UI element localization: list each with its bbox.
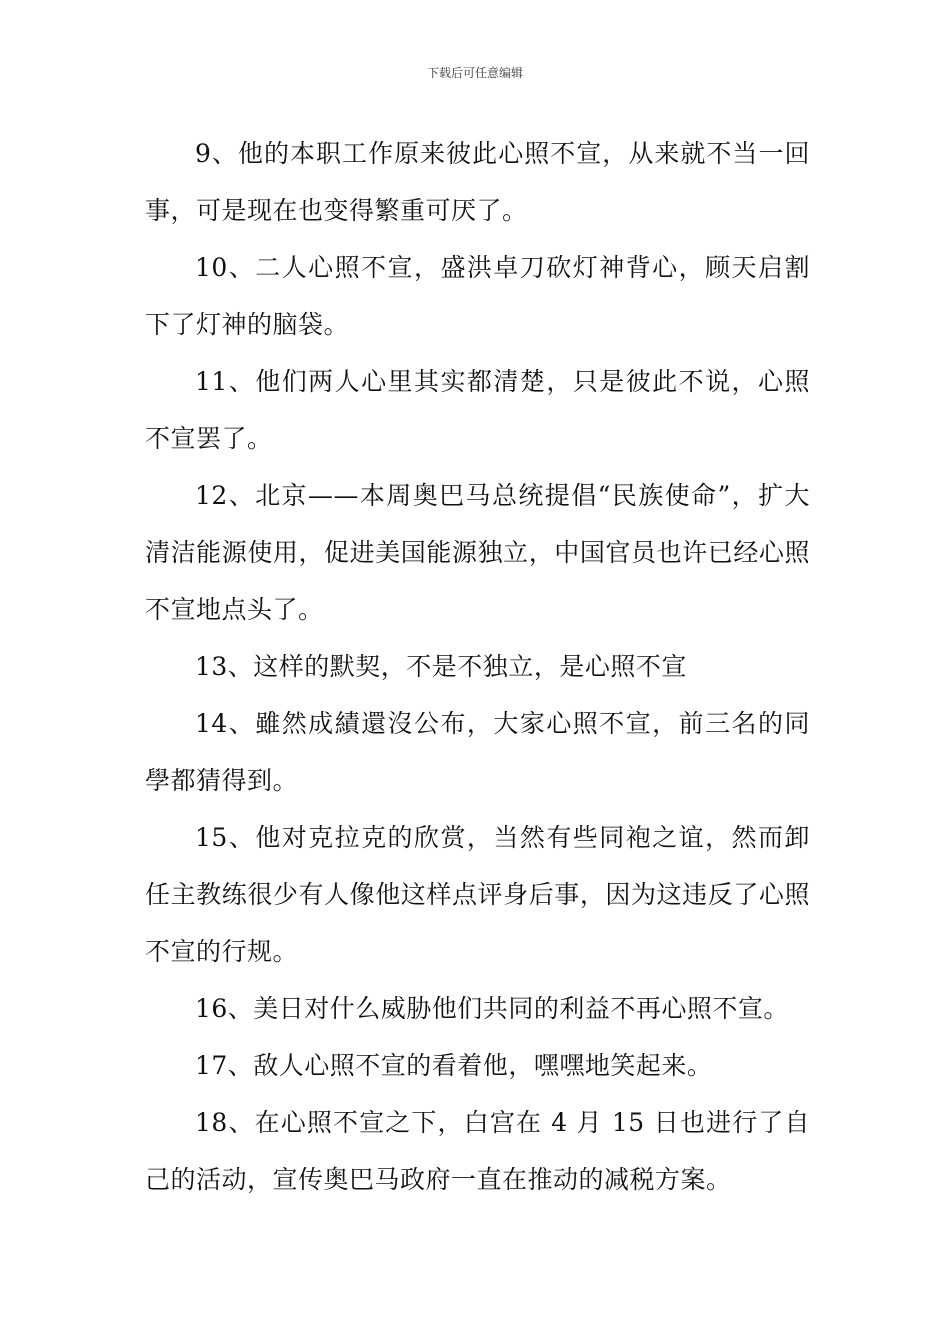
paragraph-10: 10、二人心照不宣，盛洪卓刀砍灯神背心，顾天启割下了灯神的脑袋。	[145, 253, 810, 339]
paragraph-12: 12、北京——本周奥巴马总统提倡“民族使命”，扩大清洁能源使用，促进美国能源独立，中国官员也许已经心照不宣地点头了。	[145, 481, 810, 624]
paragraph-14: 14、雖然成績還沒公布，大家心照不宣，前三名的同學都猜得到。	[145, 709, 810, 795]
paragraph-15: 15、他对克拉克的欣赏，当然有些同袍之谊，然而卸任主教练很少有人像他这样点评身后事，因为这违反了心照不宣的行规。	[145, 823, 810, 966]
document-body	[145, 125, 810, 1208]
paragraph-9: 9、他的本职工作原来彼此心照不宣，从来就不当一回事，可是现在也变得繁重可厌了。	[145, 139, 810, 225]
paragraph-16: 16、美日对什么威胁他们共同的利益不再心照不宣。	[195, 994, 789, 1023]
paragraph-13: 13、这样的默契，不是不独立，是心照不宣	[195, 652, 687, 681]
paragraph-18: 18、在心照不宣之下，白宫在 4 月 15 日也进行了自己的活动，宣传奥巴马政府一直在推动的减税方案。	[145, 1108, 810, 1194]
page-header: 下载后可任意编辑	[426, 66, 523, 80]
paragraph-17: 17、敌人心照不宣的看着他，嘿嘿地笑起来。	[195, 1051, 713, 1080]
paragraph-11: 11、他们两人心里其实都清楚，只是彼此不说，心照不宣罢了。	[145, 367, 810, 453]
